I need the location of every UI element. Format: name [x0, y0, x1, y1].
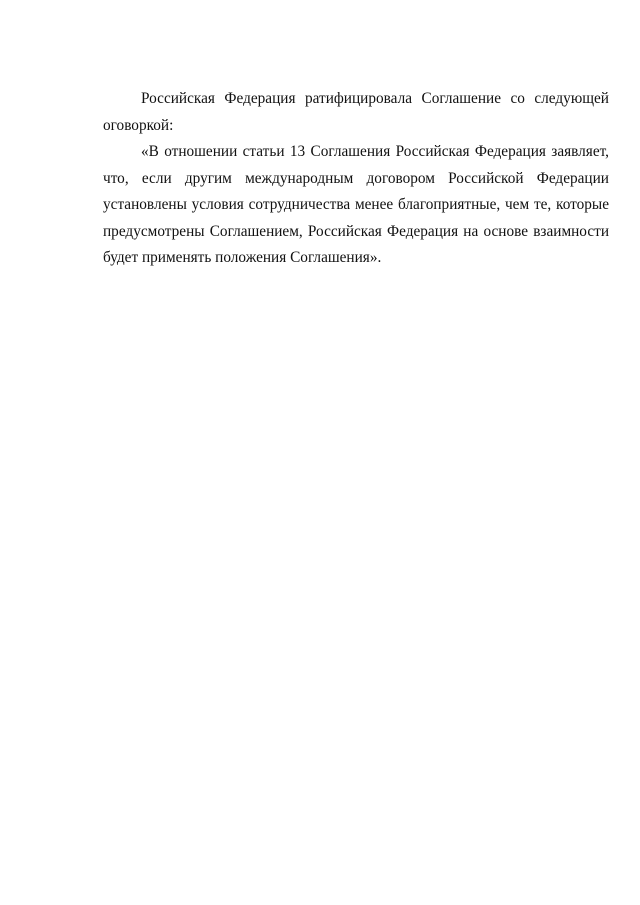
paragraph-reservation: «В отношении статьи 13 Соглашения Российская Федерация заявляет, что, если другим международным договором Российской Федерации установлены условия сотрудничества менее благоприятные, чем те, которые предусмотрены Соглашением, Российская Федерация на основе взаимности будет применять положения Соглашения». [103, 143, 609, 266]
document-body [103, 86, 609, 272]
paragraph-ratification: Российская Федерация ратифицировала Соглашение со следующей оговоркой: [103, 90, 609, 134]
